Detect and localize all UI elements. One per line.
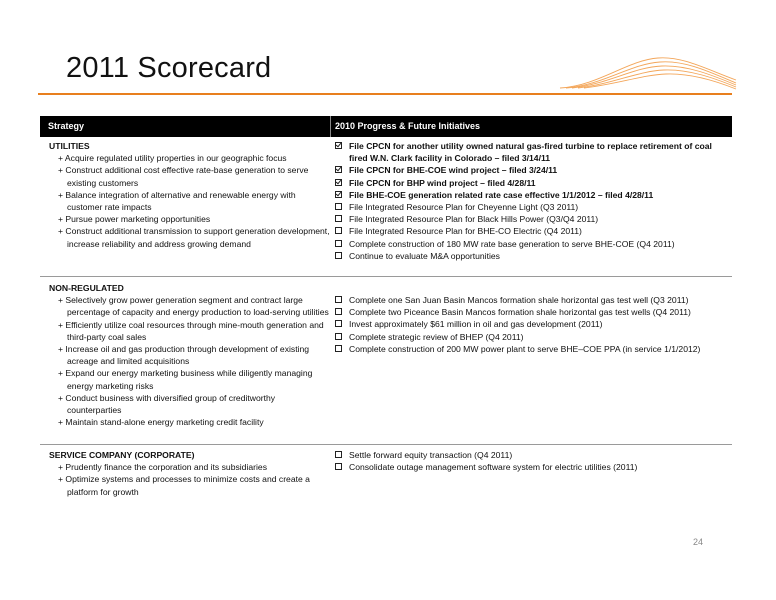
initiative-item: File BHE-COE generation related rate case effective 1/1/2012 – filed 4/28/11	[335, 189, 730, 201]
strategy-item: + Acquire regulated utility properties in our geographic focus	[58, 153, 287, 164]
checked-box-icon	[335, 191, 342, 198]
section-non-regulated	[40, 282, 732, 444]
empty-box-icon	[335, 320, 342, 327]
page-number: 24	[693, 537, 704, 547]
initiative-item: File CPCN for BHP wind project – filed 4/28/11	[335, 177, 730, 189]
section-title: SERVICE COMPANY (CORPORATE)	[49, 450, 195, 460]
empty-box-icon	[335, 333, 342, 340]
title-divider	[38, 93, 732, 95]
empty-box-icon	[335, 215, 342, 222]
initiatives-column	[335, 140, 730, 262]
checked-box-icon	[335, 179, 342, 186]
section-title: UTILITIES	[49, 141, 90, 151]
initiative-item: File Integrated Resource Plan for Cheyenne Light (Q3 2011)	[335, 201, 730, 213]
strategy-item: + Efficiently utilize coal resources through mine-mouth generation and third-party coal sales	[58, 319, 324, 342]
strategy-column	[49, 449, 331, 498]
initiative-item: Complete one San Juan Basin Mancos formation shale horizontal gas test well (Q3 2011)	[335, 294, 730, 306]
initiative-item: Invest approximately $61 million in oil and gas development (2011)	[335, 318, 730, 330]
section-service-company	[40, 449, 732, 509]
checked-box-icon	[335, 166, 342, 173]
empty-box-icon	[335, 296, 342, 303]
strategy-item: + Expand our energy marketing business while diligently managing energy marketing risks	[58, 368, 313, 391]
initiative-item: Complete construction of 180 MW rate base generation to serve BHE-COE (Q4 2011)	[335, 238, 730, 250]
initiative-item: Consolidate outage management software system for electric utilities (2011)	[335, 461, 730, 473]
strategy-column	[49, 140, 331, 250]
header-divider	[330, 116, 331, 137]
empty-box-icon	[335, 240, 342, 247]
empty-box-icon	[335, 345, 342, 352]
wave-logo-graphic	[558, 50, 738, 92]
section-divider	[40, 444, 732, 445]
page-title: 2011 Scorecard	[66, 52, 272, 84]
strategy-item: + Selectively grow power generation segment and contract large percentage of capacity and energy production to load-serving utilities	[58, 295, 329, 318]
strategy-item: + Conduct business with diversified group of creditworthy counterparties	[58, 392, 276, 416]
initiative-item: File Integrated Resource Plan for BHE-CO Electric (Q4 2011)	[335, 225, 730, 237]
empty-box-icon	[335, 308, 342, 315]
strategy-item: + Optimize systems and processes to minimize costs and create a platform for growth	[58, 474, 310, 497]
empty-box-icon	[335, 252, 342, 259]
strategy-column	[49, 282, 331, 428]
initiatives-column	[335, 449, 730, 473]
initiative-item: File Integrated Resource Plan for Black Hills Power (Q3/Q4 2011)	[335, 213, 730, 225]
header-strategy: Strategy	[48, 121, 85, 131]
initiative-item: File CPCN for BHE-COE wind project – filed 3/24/11	[335, 164, 730, 176]
table-header	[40, 116, 732, 137]
section-utilities	[40, 140, 732, 273]
strategy-item: + Prudently finance the corporation and its subsidiaries	[58, 462, 267, 473]
initiatives-column	[335, 294, 730, 355]
header-initiatives: 2010 Progress & Future Initiatives	[335, 121, 481, 131]
section-divider	[40, 276, 732, 277]
strategy-item: + Maintain stand-alone energy marketing credit facility	[58, 417, 264, 428]
initiative-item: File CPCN for another utility owned natural gas-fired turbine to replace retirement of coal fired W.N. Clark facility in Colorado – filed 3/14/11	[335, 140, 730, 164]
empty-box-icon	[335, 451, 342, 458]
empty-box-icon	[335, 463, 342, 470]
initiative-item: Complete two Piceance Basin Mancos formation shale horizontal gas test wells (Q4 2011)	[335, 306, 730, 318]
section-title: NON-REGULATED	[49, 283, 124, 293]
strategy-item: + Construct additional transmission to support generation development, increase reliability and address growing demand	[58, 226, 330, 249]
strategy-item: + Increase oil and gas production through development of existing acreage and limited acquisitions	[58, 344, 310, 367]
initiative-item: Continue to evaluate M&A opportunities	[335, 250, 730, 262]
strategy-item: + Construct additional cost effective rate-base generation to serve existing customers	[58, 165, 309, 188]
initiative-item: Settle forward equity transaction (Q4 2011)	[335, 449, 730, 461]
empty-box-icon	[335, 203, 342, 210]
strategy-item: + Balance integration of alternative and renewable energy with customer rate impacts	[58, 189, 296, 213]
empty-box-icon	[335, 227, 342, 234]
checked-box-icon	[335, 142, 342, 149]
strategy-item: + Pursue power marketing opportunities	[58, 214, 211, 225]
initiative-item: Complete strategic review of BHEP (Q4 2011)	[335, 331, 730, 343]
initiative-item: Complete construction of 200 MW power plant to serve BHE–COE PPA (in service 1/1/2012)	[335, 343, 730, 355]
